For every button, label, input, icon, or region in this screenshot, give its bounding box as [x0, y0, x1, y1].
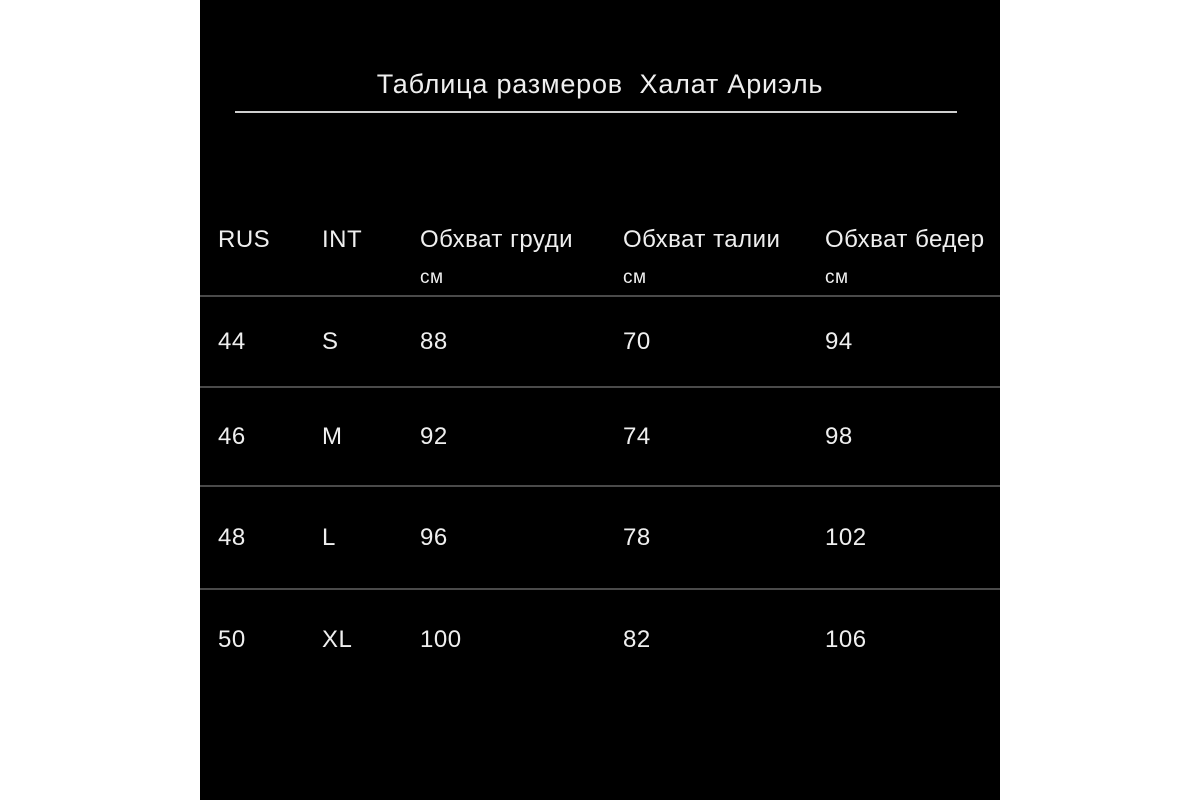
- column-header-1: [322, 200, 420, 295]
- table-cell: M: [322, 422, 343, 450]
- table-cell: 48: [218, 523, 246, 551]
- table-cell: 78: [623, 523, 651, 551]
- table-cell: 44: [218, 327, 246, 355]
- table-cell: 98: [825, 422, 853, 450]
- table-cell: 96: [420, 523, 448, 551]
- title-underline: [235, 111, 957, 113]
- table-cell: 50: [218, 626, 246, 653]
- column-sublabel: см: [623, 267, 647, 288]
- column-label: RUS: [218, 226, 271, 253]
- size-table: [200, 200, 1000, 690]
- table-body: [200, 297, 1000, 690]
- table-cell: 88: [420, 327, 448, 355]
- chart-title: Таблица размеров Халат Ариэль: [376, 69, 824, 99]
- table-cell: 92: [420, 422, 448, 450]
- table-header-row: [200, 200, 1000, 297]
- column-header-0: [218, 200, 322, 295]
- table-cell: 94: [825, 327, 853, 355]
- size-chart-panel: [200, 0, 1000, 800]
- table-cell: 106: [825, 626, 867, 653]
- column-sublabel: см: [825, 267, 849, 288]
- column-header-2: [420, 200, 623, 295]
- column-label: Обхват бедер: [825, 226, 985, 253]
- table-cell: XL: [322, 626, 353, 653]
- column-header-4: [825, 200, 1000, 295]
- column-label: INT: [322, 226, 363, 253]
- table-row: [200, 297, 1000, 388]
- table-row: [200, 590, 1000, 690]
- table-cell: 100: [420, 626, 462, 653]
- column-label: Обхват талии: [623, 226, 781, 253]
- table-cell: 74: [623, 422, 651, 450]
- column-sublabel: см: [420, 267, 444, 288]
- table-cell: 46: [218, 422, 246, 450]
- table-cell: 102: [825, 523, 867, 551]
- column-header-3: [623, 200, 825, 295]
- column-label: Обхват груди: [420, 226, 574, 253]
- table-cell: 70: [623, 327, 651, 355]
- table-row: [200, 388, 1000, 487]
- table-cell: S: [322, 327, 339, 355]
- table-cell: L: [322, 523, 336, 551]
- table-cell: 82: [623, 626, 651, 653]
- table-row: [200, 487, 1000, 590]
